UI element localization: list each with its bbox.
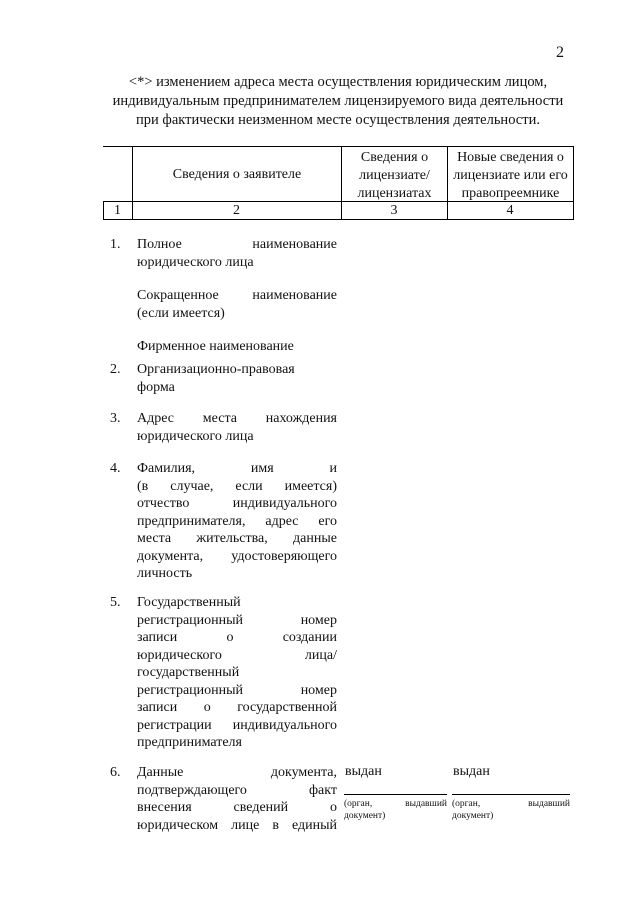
note-line: документ) [452,811,494,821]
header-line: Сведения о [360,150,429,165]
text-line: юридического лица [137,428,254,444]
text-line: юридическом лице в единый [137,817,337,833]
intro-line: <*> изменением адреса места осуществления юридическим лицом, [128,74,548,90]
text-line: Фирменное наименование [137,339,294,354]
row-number: 3. [110,411,121,426]
header-line: лицензиатах [357,186,432,201]
text-line: Сокращенное наименование [137,288,337,303]
text-line: Данные документа, [137,765,337,780]
header-line: лицензиате/ [359,168,430,183]
issued-note-licensee [344,798,447,822]
text-block [137,287,337,322]
text-line: записи о создании [137,630,337,645]
intro-line: при фактически неизменном месте осуществления деятельности. [136,112,540,128]
page-number: 2 [556,44,564,61]
text-line: Государственный [137,595,241,610]
column-number: 4 [506,203,514,218]
row-text [137,236,337,372]
text-line: документа, удостоверяющего [137,548,337,564]
row-text [137,410,337,445]
text-line: Фамилия, имя и [137,461,337,476]
text-line: юридического лица [137,254,254,270]
text-line: регистрационный номер [137,682,337,698]
table-top-border [103,146,574,147]
text-line: Организационно-правовая [137,362,295,377]
text-line: записи о государственной [137,700,337,715]
text-line: Полное наименование [137,237,337,252]
col-divider [573,146,574,220]
text-block [137,338,337,356]
row-number: 1. [110,237,121,252]
note-line: документ) [344,811,386,821]
row-text [137,594,337,752]
note-line: (орган, выдавший [452,799,570,809]
row-number: 6. [110,765,121,780]
row-number: 2. [110,362,121,377]
text-block [137,236,337,271]
text-line: (если имеется) [137,305,225,321]
text-line: места жительства, данные [137,531,337,546]
issued-label-new: выдан [453,764,490,779]
text-line: форма [137,379,175,395]
text-line: подтверждающего факт [137,782,337,798]
text-line: предпринимателя, адрес его [137,513,337,529]
column-number: 3 [390,203,398,218]
text-line: отчество индивидуального [137,496,337,511]
table-bottom-border [103,219,574,220]
issued-label-licensee: выдан [345,764,382,779]
text-line: юридического лица/ [137,647,337,663]
row-text [137,764,337,834]
issued-note-new [452,798,570,822]
header-new-info [448,149,573,203]
header-line: лицензиате или его [453,168,568,183]
text-line: Адрес места нахождения [137,411,337,426]
row-text [137,361,337,396]
column-number: 2 [233,203,240,218]
note-line: (орган, выдавший [344,799,447,809]
issued-underline-licensee[interactable] [344,794,447,795]
text-line: государственный [137,665,240,680]
issued-underline-new[interactable] [452,794,570,795]
header-applicant: Сведения о заявителе [172,167,302,182]
intro-paragraph [103,73,573,130]
row-text [137,460,337,583]
text-line: внесения сведений о [137,800,337,815]
text-line: предпринимателя [137,735,242,750]
text-line: (в случае, если имеется) [137,478,337,494]
text-line: регистрации индивидуального [137,717,337,733]
row-number: 5. [110,595,121,610]
header-licensee [342,149,447,203]
column-number: 1 [114,203,121,218]
row-number: 4. [110,461,121,476]
text-line: регистрационный номер [137,612,337,628]
text-line: личность [137,566,193,581]
header-line: Новые сведения о [457,150,564,165]
intro-line: индивидуальным предпринимателем лицензируемого вида деятельности [112,93,564,109]
header-line: правопреемнике [461,186,560,201]
